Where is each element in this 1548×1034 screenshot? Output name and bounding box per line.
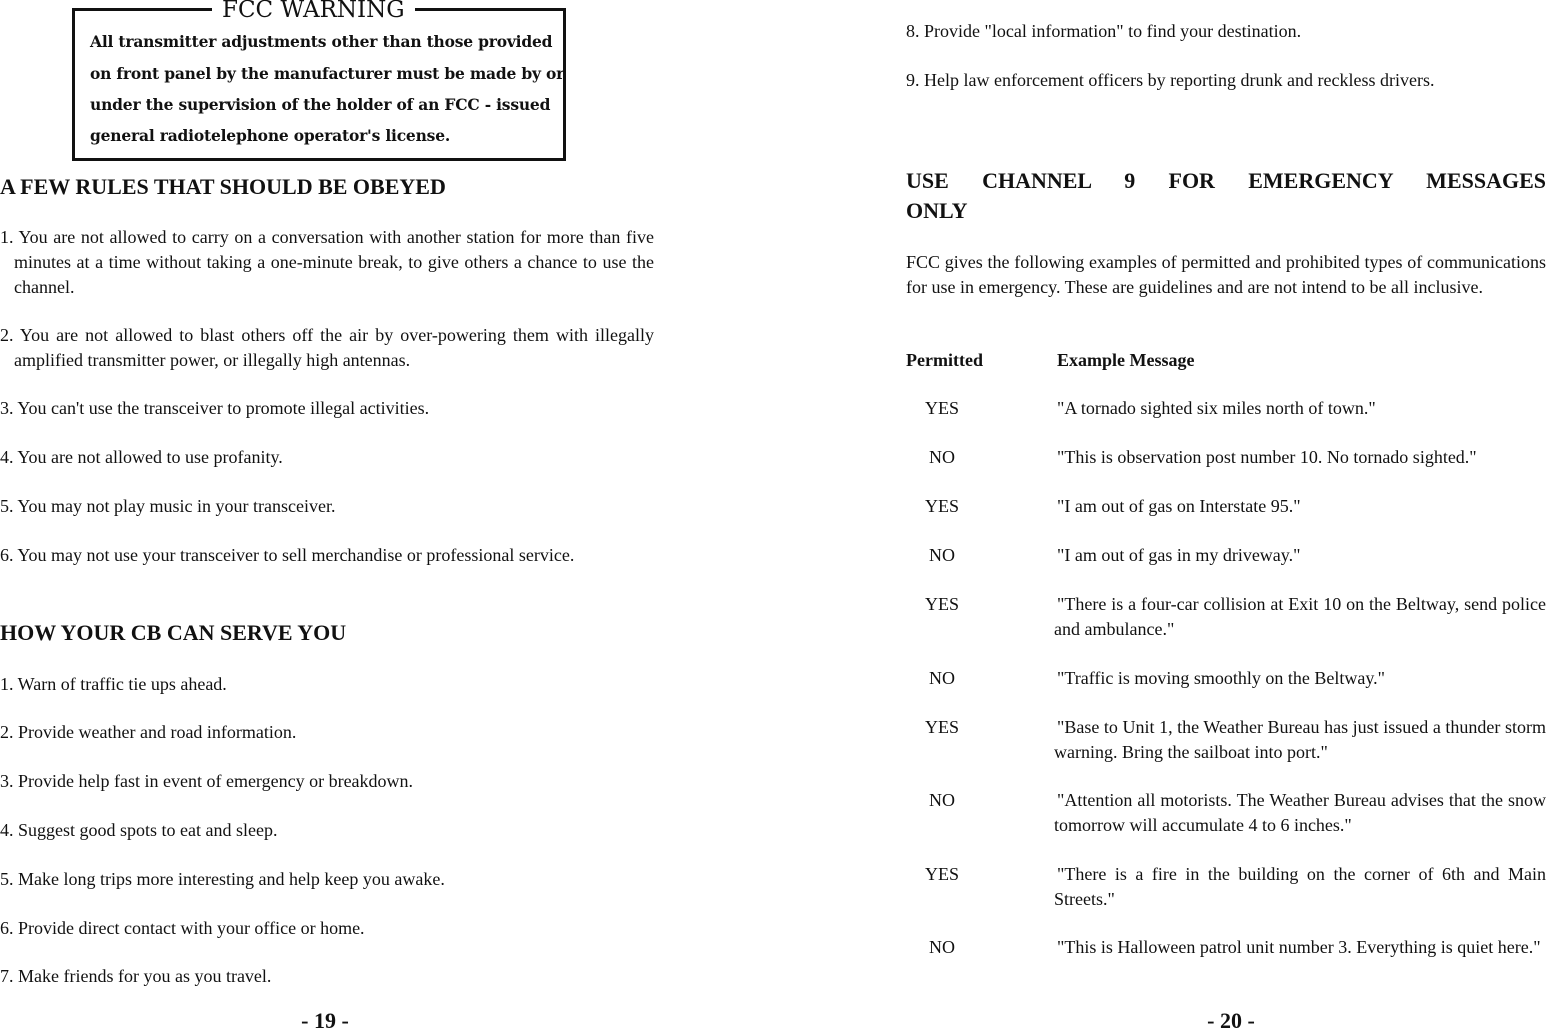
- serve-heading: HOW YOUR CB CAN SERVE YOU: [0, 620, 347, 645]
- example-message: "This is observation post number 10. No tornado sighted.": [1057, 447, 1477, 467]
- permitted-value: NO: [929, 545, 955, 565]
- rule-item: 6. You may not use your transceiver to sell merchandise or professional service.: [0, 545, 575, 565]
- example-message: "This is Halloween patrol unit number 3. Everything is quiet here.": [1057, 937, 1541, 957]
- fcc-warning-title: FCC WARNING: [212, 0, 415, 23]
- rules-heading: A FEW RULES THAT SHOULD BE OBEYED: [0, 174, 446, 199]
- rule-item: 5. You may not play music in your transceiver.: [0, 496, 336, 516]
- serve-item: 9. Help law enforcement officers by reporting drunk and reckless drivers.: [906, 70, 1435, 90]
- example-message: "Traffic is moving smoothly on the Beltway.": [1057, 668, 1386, 688]
- serve-item: 6. Provide direct contact with your office or home.: [0, 918, 365, 938]
- column-header-message: Example Message: [1057, 350, 1195, 370]
- example-message: "A tornado sighted six miles north of town.": [1057, 398, 1376, 418]
- permitted-value: YES: [924, 496, 959, 516]
- example-message: "Attention all motorists. The Weather Bureau advises that the snow tomorrow will accumulate 4 to 6 inches.": [1054, 790, 1546, 835]
- fcc-warning-line: All transmitter adjustments other than those provided: [90, 32, 553, 51]
- fcc-warning-line: general radiotelephone operator's license.: [90, 126, 451, 145]
- rule-item: 3. You can't use the transceiver to promote illegal activities.: [0, 398, 430, 418]
- fcc-warning-line: on front panel by the manufacturer must be made by or: [90, 64, 565, 83]
- permitted-value: YES: [924, 717, 959, 737]
- rule-item: 1. You are not allowed to carry on a conversation with another station for more than five minutes at a time without taking a one-minute break, to give others a chance to use the channel.: [0, 227, 654, 297]
- rule-item: 4. You are not allowed to use profanity.: [0, 447, 283, 467]
- serve-item: 8. Provide "local information" to find your destination.: [906, 21, 1302, 41]
- serve-item: 3. Provide help fast in event of emergency or breakdown.: [0, 771, 414, 791]
- fcc-warning-line: under the supervision of the holder of an FCC - issued: [90, 95, 551, 114]
- serve-item: 2. Provide weather and road information.: [0, 722, 297, 742]
- permitted-value: YES: [924, 594, 959, 614]
- page-number: - 20 -: [1207, 1008, 1255, 1033]
- permitted-value: YES: [924, 864, 959, 884]
- example-message: "There is a fire in the building on the corner of 6th and Main Streets.": [1054, 864, 1546, 909]
- permitted-value: NO: [929, 790, 955, 810]
- rule-item: 2. You are not allowed to blast others off the air by over-powering them with illegally amplified transmitter power, or illegally high antennas.: [0, 325, 654, 370]
- example-message: "There is a four-car collision at Exit 10 on the Beltway, send police and ambulance.": [1054, 594, 1546, 639]
- serve-item: 1. Warn of traffic tie ups ahead.: [0, 674, 227, 694]
- example-message: "Base to Unit 1, the Weather Bureau has just issued a thunder storm warning. Bring the sailboat into port.": [1054, 717, 1546, 762]
- serve-item: 5. Make long trips more interesting and help keep you awake.: [0, 869, 445, 889]
- permitted-value: NO: [929, 937, 955, 957]
- page-number: - 19 -: [301, 1008, 349, 1033]
- permitted-value: NO: [929, 447, 955, 467]
- serve-item: 7. Make friends for you as you travel.: [0, 966, 272, 986]
- channel9-heading: USE CHANNEL 9 FOR EMERGENCY MESSAGES ONLY: [906, 168, 1546, 223]
- permitted-value: NO: [929, 668, 955, 688]
- example-message: "I am out of gas in my driveway.": [1057, 545, 1301, 565]
- example-message: "I am out of gas on Interstate 95.": [1057, 496, 1301, 516]
- permitted-value: YES: [924, 398, 959, 418]
- column-header-permitted: Permitted: [906, 350, 983, 370]
- serve-item: 4. Suggest good spots to eat and sleep.: [0, 820, 278, 840]
- emergency-intro: FCC gives the following examples of permitted and prohibited types of communications for use in emergency. These are guidelines and are not intend to be all inclusive.: [906, 252, 1546, 297]
